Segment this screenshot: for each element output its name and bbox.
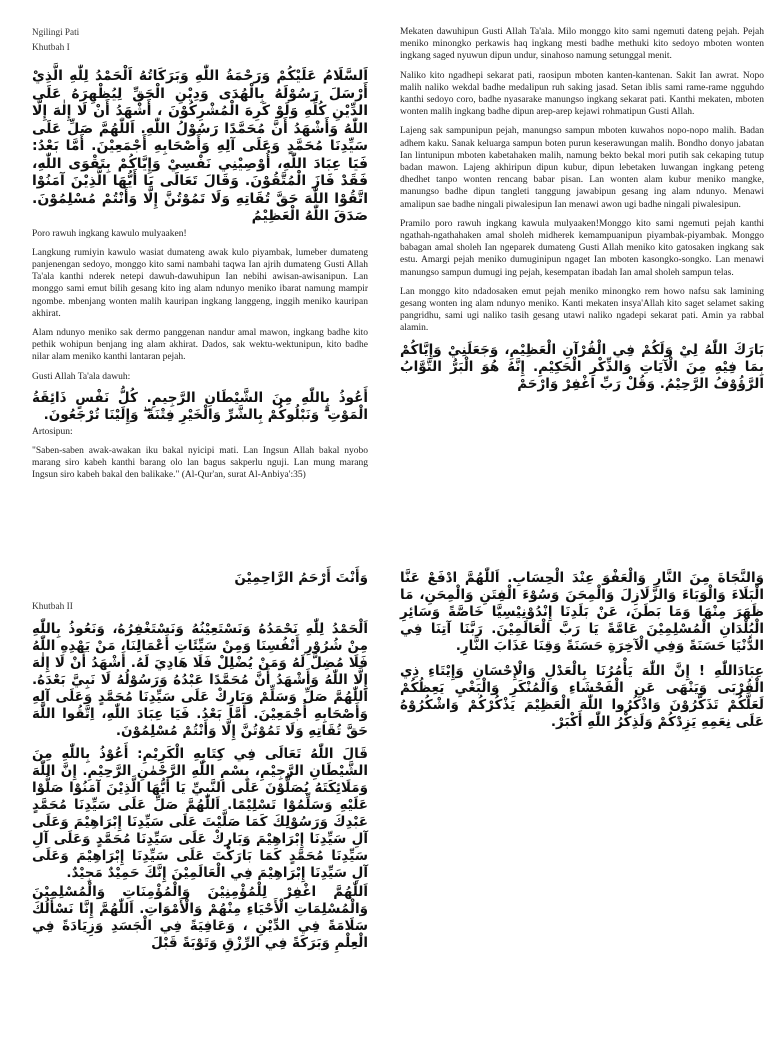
page1-left-column [32,26,368,489]
paragraph: Langkung rumiyin kawulo wasiat dumateng awak kulo piyambak, lumeber dumateng panjenengan sedoyo, monggo kito sami nambahi taqwa Ian ajrih dumateng Gusti Allah Ta'ala kanthi nderek netepi dawuh-dawuhipun Ian nebihi awisan-awisanipun. Lan monggo sami emut bilih gesang kito ing alam ndunyo meniko ibarat namung mampir ngombe. mbenjang wonten malih kauripan ingkang langgeng, inggih meniko kauripan akhirat. [32,247,368,319]
arabic-verse: أَعُوذُ بِاللّٰهِ مِنَ الشَّيْطَانِ الرَّجِيمِ. كُلُّ نَفْسٍ ذَائِقَةُ الْمَوْتِ ۗ وَنَبْلُوكُمْ بِالشَّرِّ وَالْخَيْرِ فِتْنَةً ۖ وَإِلَيْنَا تُرْجَعُونَ. [32,389,368,423]
paragraph: Gusti Allah Ta'ala dawuh: [32,371,131,382]
arabic-block: وَالنَّجَاةَ مِنَ النَّارِ وَالْعَفْوَ عِنْدَ الْحِسَابِ. اَللّٰهُمَّ ادْفَعْ عَنَّا الْبَلَاءَ وَالْوَبَاءَ وَالزَّلَازِلَ وَالْمِحَنَ وَسُوْءَ الْفِتَنِ وَالْمِحَنِ، مَا ظَهَرَ مِنْهَا وَمَا بَطَنَ، عَنْ بَلَدِنَا إِنْدُوْنِيْسِيَّا خَاصَّةً وَسَائِرِ الْبُلْدَانِ الْمُسْلِمِيْنَ عَامَّةً يَا رَبَّ الْعَالَمِيْنَ. رَبَّنَا آتِنَا فِي الدُّنْيَا حَسَنَةً وَفِي الْآخِرَةِ حَسَنَةً وَقِنَا عَذَابَ النَّارِ. [400,570,764,654]
arabic-closing: بَارَكَ اللّٰهُ لِيْ وَلَكُمْ فِي الْقُرْآنِ الْعَظِيْمِ، وَجَعَلَنِيْ وَإِيَّاكُمْ بِمَا فِيْهِ مِنَ الْآيَاتِ وَالذِّكْرِ الْحَكِيْمِ. إِنَّهُ هُوَ الْبَرُّ التَّوَّابُ الرَّؤُوْفُ الرَّحِيْمُ. وَقُلْ رَبِّ اغْفِرْ وَارْحَمْ [400,341,764,392]
paragraph: Mekaten dawuhipun Gusti Allah Ta'ala. Milo monggo kito sami ngemuti dateng pejah. Pejah meniko minongko perkawis haq ingkang mesti badhe methuki kito sedoyo mboten wonten ingkang saged nyuwun dipun undur, sinahoso namung setunggal menit. [400,27,764,62]
paragraph: Alam ndunyo meniko sak dermo panggenan nandur amal mawon, ingkang badhe kito pethik wohipun benjang ing alam akhirat. Dados, sak wektu-wektunipun, kito badhe nilar alam meniko kanthi lantaran pejah. [32,327,368,363]
arabic-block: اَللّٰهُمَّ اغْفِرْ لِلْمُؤْمِنِيْنَ وَالْمُؤْمِنَاتِ وَالْمُسْلِمِيْنَ وَالْمُسْلِمَاتِ الْأَحْيَاءِ مِنْهُمْ وَالْأَمْوَاتِ. اَللّٰهُمَّ إِنَّا نَسْأَلُكَ سَلَامَةً فِي الدِّيْنِ ، وَعَافِيَةً فِي الْجَسَدِ وَزِيَادَةً فِي الْعِلْمِ وَبَرَكَةً فِي الرِّزْقِ وَتَوْبَةً قَبْلَ [32,884,368,951]
paragraph: Lajeng sak sampunipun pejah, manungso sampun mboten kuwahos nopo-nopo malih. Badan adhem kaku. Sanak keluarga sampun boten purun keserawungan malih. Bondho donyo jabatan Ian lintunipun mboten kabetahaken malih, namung bekto bekal mori putih sak cekaping tutup badan mawon. Lajeng akhiripun dipun kubur, dipun lebetaken luwangan ingkang peteng dhedhet tanpo wonten rencang babar pisan. Lan wonten alam kubur meniko mangke, manungso badhe dipun tangleti tanggung jawabipun gesang ing alam ndunyo. Menawi amalipun sae badhe ningali piwalesipun Ian menawi awon ugi badhe ningali piwalesipun. [400,126,764,210]
document-title: Ngilingi Pati [32,27,80,37]
paragraph: Poro rawuh ingkang kawulo mulyaaken! [32,228,187,239]
paragraph: Lan monggo kito ndadosaken emut pejah meniko minongko rem howo nafsu sak lamining gesang wonten ing alam ndunyo meniko. Kanti mekaten insya'Allah kito saget selamet saking pangridhu, sami ugi naliko tasih gesang utawi naliko ngadepi sekarat pati. Amin ya rabbal alamin. [400,286,764,334]
document-page-2 [0,540,768,1060]
paragraph: Naliko kito ngadhepi sekarat pati, raosipun mboten kanten-kantenan. Sakit Ian awrat. Nopo malih naliko wekdal badhe medalipun ruh saking jasad. Setan iblis sami rame-rame ngguhdo kanthi sedoyo coro, badhe nyasarake manungso ingkang sekarat pati. Kanthi mekaten, mboten wonten malih ingkang badhe dipun arep-arep kejawi rohmatipun Gusti Allah. [400,70,764,118]
page1-right-column [400,26,764,395]
arabic-block: قَالَ اللّٰهُ تَعَالَى فِي كِتَابِهِ الْكَرِيْمِ: أَعُوْذُ بِاللّٰهِ مِنَ الشَّيْطَانِ الرَّجِيْمِ، بِسْمِ اللّٰهِ الرَّحْمٰنِ الرَّحِيْمِ. إِنَّ اللّٰهَ وَمَلَائِكَتَهُ يُصَلُّوْنَ عَلَى النَّبِيِّ يَا أَيُّهَا الَّذِيْنَ آمَنُوْا صَلُّوْا عَلَيْهِ وَسَلِّمُوْا تَسْلِيْمًا. اَللّٰهُمَّ صَلِّ عَلَى سَيِّدِنَا مُحَمَّدٍ عَبْدِكَ وَرَسُوْلِكَ كَمَا صَلَّيْتَ عَلَى سَيِّدِنَا إِبْرَاهِيْمَ وَعَلَى آلِ سَيِّدِنَا إِبْرَاهِيْمَ وَبَارِكْ عَلَى سَيِّدِنَا مُحَمَّدٍ وَعَلَى آلِ سَيِّدِنَا مُحَمَّدٍ كَمَا بَارَكْتَ عَلَى سَيِّدِنَا إِبْرَاهِيْمَ وَعَلَى آلِ سَيِّدِنَا إِبْرَاهِيْمَ فِي الْعَالَمِيْنَ إِنَّكَ حَمِيْدٌ مَجِيْدٌ. [32,746,368,881]
page2-right-column [400,570,764,733]
translation-quote: "Saben-saben awak-awakan iku bakal nyicipi mati. Lan Ingsun Allah bakal nyobo marang siro kabeh kanthi barang olo lan bagus sakperlu nguji. Lan mung marang Ingsun siro kabeh bakal den balikake." (Al-Qur'an, surat Al-Anbiya':35) [32,445,368,481]
arabic-block: اَلْحَمْدُ لِلّٰهِ نَحْمَدُهُ وَنَسْتَعِيْنُهُ وَنَسْتَغْفِرُهُ، وَنَعُوذُ بِاللّٰهِ مِنْ شُرُوْرِ أَنْفُسِنَا وَمِنْ سَيِّئَاتِ أَعْمَالِنَا، مَنْ يَهْدِهِ اللّٰهُ فَلَا مُضِلَّ لَهُ وَمَنْ يُضْلِلْ فَلَا هَادِيَ لَهُ. أَشْهَدُ أَنْ لَا إِلٰهَ إِلَّا اللّٰهُ وَأَشْهَدُ أَنَّ مُحَمَّدًا عَبْدُهُ وَرَسُوْلُهُ لَا نَبِيَّ بَعْدَهُ. اَللّٰهُمَّ صَلِّ وَسَلِّمْ وَبَارِكْ عَلَى سَيِّدِنَا مُحَمَّدٍ وَعَلَى آلِهِ وَأَصْحَابِهِ أَجْمَعِيْنَ. أَمَّا بَعْدُ. فَيَا عِبَادَ اللّٰهِ، اِتَّقُوا اللّٰهَ حَقَّ تُقَاتِهِ وَلَا تَمُوْتُنَّ إِلَّا وَأَنْتُمْ مُسْلِمُوْنَ. [32,621,368,739]
paragraph: Artosipun: [32,426,73,437]
section-heading: Khutbah I [32,43,70,53]
paragraph: Pramilo poro rawuh ingkang kawula mulyaaken!Monggo kito sami ngemuti pejah kanthi ngathah-ngathahaken amal sholeh midherek kemampuanipun piyambak-piyambak. Monggo babagan amal sholeh Ian ngeparek dumateng Gusti Allah meniko kito gatosaken ingkang sak estu. Amargi pejah meniko dumuginipun ngaget Ian mboten kasongko-songko. Lan menawi manungso sampun dumugi ing pejah, kesempatan ibadah Ian amal sholeh sampun telas. [400,218,764,278]
arabic-continuation: وَأَنْتَ أَرْحَمُ الرَّاحِمِيْنَ [234,570,368,586]
section-heading: Khutbah II [32,602,73,612]
document-page-1 [0,0,768,520]
arabic-opening: اَلسَّلَامُ عَلَيْكُمْ وَرَحْمَةُ اللّٰهِ وَبَرَكَاتُهُ اَلْحَمْدُ لِلّٰهِ الَّذِيْ أَرْسَلَ رَسُوْلَهُ بِالْهُدَى وَدِيْنِ الْحَقِّ لِيُظْهِرَهُ عَلَى الدِّيْنِ كُلِّهِ وَلَوْ كَرِهَ الْمُشْرِكُوْنَ ، أَشْهَدُ أَنْ لَا إِلٰهَ إِلَّا اللّٰهُ وَأَشْهَدُ أَنَّ مُحَمَّدًا رَسُوْلُ اللّٰهِ. اَللّٰهُمَّ صَلِّ عَلَى سَيِّدِنَا مُحَمَّدٍ وَعَلَى آلِهِ وَأَصْحَابِهِ أَجْمَعِيْنَ. أَمَّا بَعْدُ: فَيَا عِبَادَ اللّٰهِ، أُوْصِيْنِي نَفْسِيْ وَإِيَّاكُمْ بِتَقْوَى اللّٰهِ، فَقَدْ فَازَ الْمُتَّقُوْنَ. وَقَالَ تَعَالَى يَا أَيُّهَا الَّذِيْنَ آمَنُوْا اتَّقُوْا اللّٰهَ حَقَّ تُقَاتِهِ وَلَا تَمُوْتُنَّ إِلَّا وَأَنْتُمْ مُسْلِمُوْنَ. صَدَقَ اللّٰهُ الْعَظِيْمُ [32,68,368,224]
arabic-block: عِبَادَاللّٰهِ ! إِنَّ اللّٰهَ يَأْمُرُنَا بِالْعَدْلِ وَالْإِحْسَانِ وَإِيْتَاءِ ذِي الْقُرْبَى وَيَنْهَى عَنِ الْفَحْشَاءِ وَالْمُنْكَرِ وَالْبَغْيِ يَعِظُكُمْ لَعَلَّكُمْ تَذَكَّرُوْنَ وَاذْكُرُوا اللّٰهَ الْعَظِيْمَ يَذْكُرْكُمْ وَاشْكُرُوْهُ عَلَى نِعَمِهِ يَزِدْكُمْ وَلَذِكْرُ اللّٰهِ أَكْبَرْ. [400,663,764,730]
page2-left-column [32,570,368,954]
